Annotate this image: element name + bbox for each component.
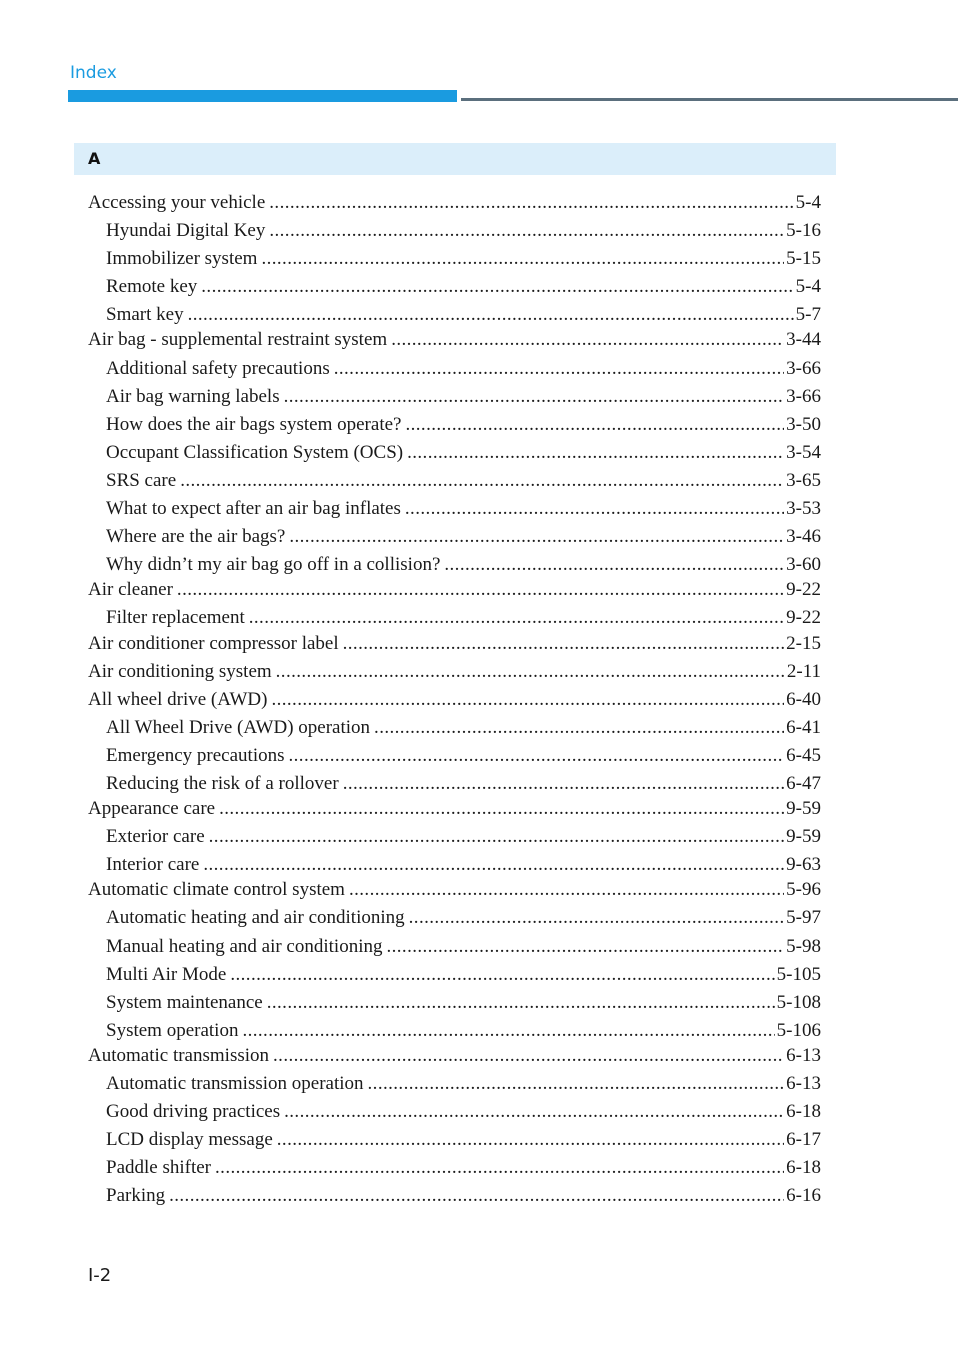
index-subentry[interactable] bbox=[88, 1098, 821, 1126]
entry-label: Good driving practices bbox=[106, 1101, 281, 1123]
dot-leader bbox=[405, 411, 784, 439]
dot-leader bbox=[267, 989, 775, 1017]
entry-label: Air conditioner compressor label bbox=[88, 632, 339, 654]
index-entry[interactable] bbox=[88, 1042, 821, 1070]
entry-page-ref: 9-59 bbox=[786, 826, 821, 848]
index-subentry[interactable] bbox=[88, 604, 821, 632]
header-accent-bar bbox=[68, 90, 457, 102]
dot-leader bbox=[169, 1182, 784, 1210]
entry-label: What to expect after an air bag inflates bbox=[106, 498, 401, 520]
entry-page-ref: 2-15 bbox=[786, 632, 821, 654]
entry-label: Air bag warning labels bbox=[106, 385, 280, 407]
entry-label: Paddle shifter bbox=[106, 1157, 212, 1179]
index-subentry[interactable] bbox=[88, 301, 821, 329]
index-subentry[interactable] bbox=[88, 933, 821, 961]
index-entry-list bbox=[88, 189, 821, 1210]
index-entry[interactable] bbox=[88, 576, 821, 604]
entry-page-ref: 6-18 bbox=[786, 1101, 821, 1123]
dot-leader bbox=[230, 961, 774, 989]
entry-label: Emergency precautions bbox=[106, 744, 285, 766]
index-subentry[interactable] bbox=[88, 1017, 821, 1045]
dot-leader bbox=[201, 273, 793, 301]
dot-leader bbox=[209, 823, 785, 851]
dot-leader bbox=[391, 326, 784, 354]
entry-label: Automatic transmission bbox=[88, 1044, 270, 1066]
entry-page-ref: 5-105 bbox=[776, 963, 821, 985]
dot-leader bbox=[386, 933, 784, 961]
entry-page-ref: 5-15 bbox=[786, 248, 821, 270]
index-subentry[interactable] bbox=[88, 904, 821, 932]
dot-leader bbox=[289, 742, 785, 770]
entry-label: Where are the air bags? bbox=[106, 526, 286, 548]
index-subentry[interactable] bbox=[88, 523, 821, 551]
entry-page-ref: 9-22 bbox=[786, 579, 821, 601]
entry-page-ref: 9-63 bbox=[786, 854, 821, 876]
page-number: I-2 bbox=[88, 1265, 112, 1286]
dot-leader bbox=[203, 851, 784, 879]
entry-page-ref: 6-47 bbox=[786, 772, 821, 794]
dot-leader bbox=[242, 1017, 774, 1045]
dot-leader bbox=[409, 904, 785, 932]
entry-page-ref: 6-13 bbox=[786, 1044, 821, 1066]
entry-label: Hyundai Digital Key bbox=[106, 220, 266, 242]
entry-label: Air cleaner bbox=[88, 579, 173, 601]
dot-leader bbox=[277, 1126, 784, 1154]
dot-leader bbox=[334, 355, 784, 383]
index-subentry[interactable] bbox=[88, 383, 821, 411]
entry-label: Why didn’t my air bag go off in a collision? bbox=[106, 554, 441, 576]
entry-label: Automatic transmission operation bbox=[106, 1073, 364, 1094]
entry-label: Remote key bbox=[106, 276, 198, 298]
entry-label: Accessing your vehicle bbox=[88, 192, 266, 213]
header-rule bbox=[461, 98, 958, 101]
dot-leader bbox=[180, 467, 784, 495]
entry-page-ref: 5-96 bbox=[786, 879, 821, 901]
index-subentry[interactable] bbox=[88, 1182, 821, 1210]
dot-leader bbox=[343, 770, 784, 798]
entry-page-ref: 6-13 bbox=[786, 1073, 821, 1094]
entry-page-ref: 5-108 bbox=[776, 991, 821, 1013]
entry-page-ref: 3-50 bbox=[786, 413, 821, 435]
dot-leader bbox=[269, 189, 793, 217]
entry-page-ref: 3-66 bbox=[786, 385, 821, 407]
dot-leader bbox=[349, 876, 784, 904]
entry-page-ref: 5-4 bbox=[795, 192, 821, 213]
entry-page-ref: 6-16 bbox=[786, 1185, 821, 1207]
entry-page-ref: 3-46 bbox=[786, 526, 821, 548]
index-subentry[interactable] bbox=[88, 1154, 821, 1182]
index-subentry[interactable] bbox=[88, 467, 821, 495]
entry-label: All wheel drive (AWD) bbox=[88, 688, 268, 710]
dot-leader bbox=[249, 604, 784, 632]
index-subentry[interactable] bbox=[88, 1126, 821, 1154]
index-entry[interactable] bbox=[88, 189, 821, 217]
dot-leader bbox=[215, 1154, 784, 1182]
index-subentry[interactable] bbox=[88, 1070, 821, 1098]
dot-leader bbox=[284, 1098, 784, 1126]
entry-label: Automatic heating and air conditioning bbox=[106, 907, 405, 929]
entry-page-ref: 3-44 bbox=[786, 329, 821, 351]
dot-leader bbox=[276, 658, 785, 686]
entry-label: Smart key bbox=[106, 304, 184, 326]
entry-page-ref: 6-40 bbox=[786, 688, 821, 710]
entry-label: Exterior care bbox=[106, 826, 205, 848]
entry-label: Air conditioning system bbox=[88, 660, 272, 682]
index-subentry[interactable] bbox=[88, 989, 821, 1017]
entry-page-ref: 3-66 bbox=[786, 357, 821, 379]
index-subentry[interactable] bbox=[88, 273, 821, 301]
entry-label: Filter replacement bbox=[106, 607, 245, 629]
entry-label: SRS care bbox=[106, 469, 177, 491]
index-subentry[interactable] bbox=[88, 439, 821, 467]
dot-leader bbox=[374, 714, 784, 742]
entry-page-ref: 6-18 bbox=[786, 1157, 821, 1179]
entry-page-ref: 9-22 bbox=[786, 607, 821, 629]
entry-page-ref: 5-98 bbox=[786, 935, 821, 957]
dot-leader bbox=[271, 686, 784, 714]
index-subentry[interactable] bbox=[88, 714, 821, 742]
entry-page-ref: 6-45 bbox=[786, 744, 821, 766]
entry-page-ref: 3-65 bbox=[786, 469, 821, 491]
dot-leader bbox=[269, 217, 784, 245]
entry-label: Appearance care bbox=[88, 798, 216, 820]
index-entry[interactable] bbox=[88, 658, 821, 686]
entry-label: System operation bbox=[106, 1019, 239, 1041]
entry-page-ref: 3-60 bbox=[786, 554, 821, 576]
entry-label: How does the air bags system operate? bbox=[106, 413, 402, 435]
dot-leader bbox=[289, 523, 784, 551]
index-entry[interactable] bbox=[88, 326, 821, 354]
index-subentry[interactable] bbox=[88, 411, 821, 439]
dot-leader bbox=[188, 301, 794, 329]
entry-page-ref: 3-54 bbox=[786, 441, 821, 463]
dot-leader bbox=[405, 495, 784, 523]
index-subentry[interactable] bbox=[88, 551, 821, 579]
dot-leader bbox=[177, 576, 784, 604]
entry-label: Reducing the risk of a rollover bbox=[106, 772, 339, 794]
index-entry[interactable] bbox=[88, 876, 821, 904]
index-entry[interactable] bbox=[88, 795, 821, 823]
entry-page-ref: 5-106 bbox=[776, 1019, 821, 1041]
page-header-title: Index bbox=[70, 63, 117, 83]
entry-page-ref: 5-16 bbox=[786, 220, 821, 242]
entry-label: Parking bbox=[106, 1185, 166, 1207]
index-subentry[interactable] bbox=[88, 495, 821, 523]
index-subentry[interactable] bbox=[88, 823, 821, 851]
entry-label: Air bag - supplemental restraint system bbox=[88, 329, 388, 351]
entry-page-ref: 3-53 bbox=[786, 498, 821, 520]
dot-leader bbox=[284, 383, 785, 411]
section-heading: A bbox=[74, 143, 836, 175]
entry-label: Automatic climate control system bbox=[88, 879, 345, 901]
entry-label: All Wheel Drive (AWD) operation bbox=[106, 716, 371, 738]
index-subentry[interactable] bbox=[88, 245, 821, 273]
entry-label: Occupant Classification System (OCS) bbox=[106, 441, 404, 463]
entry-label: System maintenance bbox=[106, 991, 263, 1013]
entry-page-ref: 2-11 bbox=[786, 660, 821, 682]
entry-label: Additional safety precautions bbox=[106, 357, 330, 379]
index-subentry[interactable] bbox=[88, 217, 821, 245]
entry-page-ref: 5-97 bbox=[786, 907, 821, 929]
index-entry[interactable] bbox=[88, 630, 821, 658]
dot-leader bbox=[343, 630, 785, 658]
entry-page-ref: 9-59 bbox=[786, 798, 821, 820]
dot-leader bbox=[261, 245, 784, 273]
dot-leader bbox=[407, 439, 784, 467]
index-subentry[interactable] bbox=[88, 355, 821, 383]
index-subentry[interactable] bbox=[88, 770, 821, 798]
index-subentry[interactable] bbox=[88, 851, 821, 879]
entry-page-ref: 6-41 bbox=[786, 716, 821, 738]
entry-label: Multi Air Mode bbox=[106, 963, 227, 985]
index-subentry[interactable] bbox=[88, 742, 821, 770]
index-entry[interactable] bbox=[88, 686, 821, 714]
dot-leader bbox=[368, 1070, 785, 1098]
entry-page-ref: 6-17 bbox=[786, 1129, 821, 1151]
dot-leader bbox=[219, 795, 784, 823]
entry-page-ref: 5-4 bbox=[795, 276, 821, 298]
entry-label: Interior care bbox=[106, 854, 200, 876]
entry-label: Immobilizer system bbox=[106, 248, 258, 270]
dot-leader bbox=[273, 1042, 784, 1070]
entry-label: LCD display message bbox=[106, 1129, 273, 1151]
entry-page-ref: 5-7 bbox=[795, 304, 821, 326]
dot-leader bbox=[444, 551, 784, 579]
index-subentry[interactable] bbox=[88, 961, 821, 989]
entry-label: Manual heating and air conditioning bbox=[106, 935, 383, 957]
